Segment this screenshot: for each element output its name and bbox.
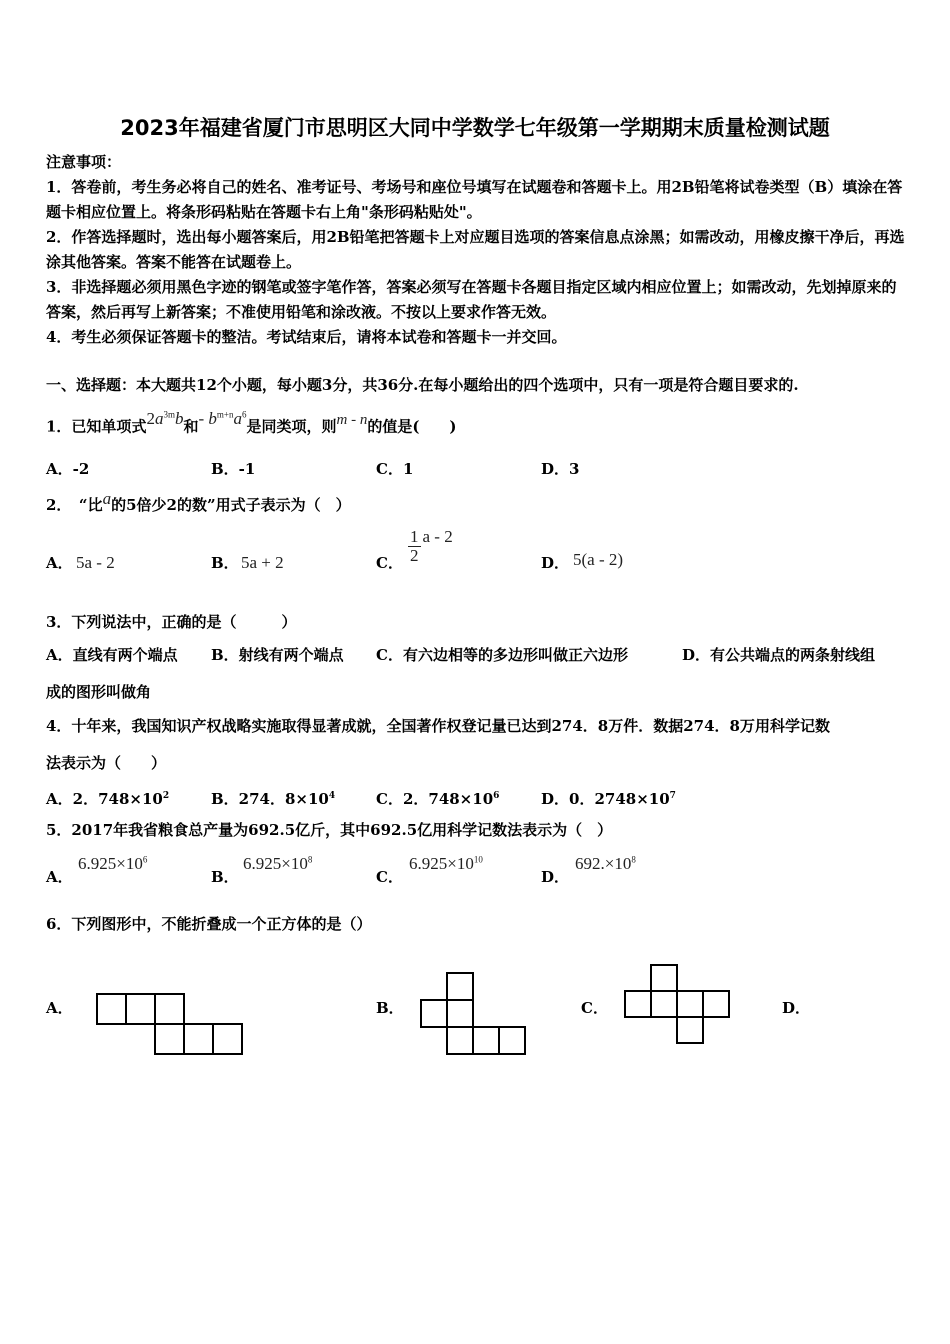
q2-prefix: 2． “比 (46, 496, 103, 514)
q3-option-d: D．有公共端点的两条射线组 (682, 646, 876, 664)
q2-label-b: B． (211, 554, 239, 572)
q4-option-c (376, 784, 499, 812)
net-a-square (184, 1024, 213, 1054)
net-c-square (703, 991, 729, 1017)
net-b-square (499, 1027, 525, 1054)
q5-option-b-base: 6.925×10 (243, 854, 308, 873)
q5-option-a (78, 854, 147, 874)
notice-block (46, 150, 906, 350)
q1-term1 (146, 409, 183, 428)
question-3-stem: 3．下列说法中，正确的是（ ） (46, 613, 297, 631)
q5-option-a-base: 6.925×10 (78, 854, 143, 873)
q4-option-b-exp: 4 (328, 791, 336, 801)
net-c-square (651, 991, 677, 1017)
q1-term2-b: b (208, 408, 217, 428)
net-b-square (447, 1027, 473, 1054)
q4-option-a-exp: 2 (162, 791, 170, 801)
q1-option-c: C．1 (376, 460, 414, 478)
q2-option-c-rest: a - 2 (422, 526, 453, 546)
q4-option-c-text: C．2．748×10 (376, 790, 494, 808)
q1-mid: 和 (183, 417, 199, 436)
q6-net-a (95, 992, 247, 1056)
q2-option-d: 5(a - 2) (573, 550, 624, 569)
q4-option-a (46, 784, 169, 812)
net-b-square (447, 1000, 473, 1027)
q1-term1-b: b (174, 408, 184, 428)
q6-label-a: A． (46, 999, 73, 1017)
net-a-square (213, 1024, 242, 1054)
net-c-square (651, 965, 677, 991)
q1-term1-a: a (154, 408, 164, 428)
q4-continuation: 法表示为（ ） (46, 754, 167, 772)
q6-label-b: B． (376, 999, 404, 1017)
q5-option-c (409, 854, 483, 874)
section-heading: 一、选择题：本大题共12个小题，每小题3分，共36分.在每小题给出的四个选项中，只有一项是符合题目要求的. (46, 376, 799, 394)
q6-net-b (419, 971, 531, 1057)
net-c-square (677, 991, 703, 1017)
question-2-stem (46, 489, 351, 518)
q5-option-d-exp: 8 (631, 854, 636, 865)
q3-continuation: 成的图形叫做角 (46, 683, 152, 701)
q3-option-b: B．射线有两个端点 (211, 646, 344, 664)
question-5-stem: 5．2017年我省粮食总产量为692.5亿斤，其中692.5亿用科学记数法表示为（ ） (46, 821, 613, 839)
q2-option-c-den: 2 (410, 546, 419, 565)
q2-suffix: 的5倍少2的数”用式子表示为（ ） (111, 496, 351, 514)
q2-option-a: 5a - 2 (76, 553, 115, 572)
q1-term2 (198, 409, 246, 428)
q1-term2-a: a (233, 408, 242, 428)
notice-heading: 注意事项： (46, 153, 122, 171)
net-a-square (97, 994, 126, 1024)
q4-option-d-exp: 7 (669, 791, 676, 801)
q5-option-a-exp: 6 (142, 854, 148, 865)
q1-option-d: D．3 (541, 460, 580, 478)
q5-option-c-base: 6.925×10 (409, 854, 474, 873)
q6-label-d: D． (782, 999, 811, 1017)
net-b-square (473, 1027, 499, 1054)
page-title: 2023年福建省厦门市思明区大同中学数学七年级第一学期期末质量检测试题 (120, 116, 830, 140)
q2-var: a (102, 489, 112, 508)
net-a-square (126, 994, 155, 1024)
q5-label-c: C． (376, 868, 403, 886)
q2-option-c-fraction (408, 528, 421, 565)
net-b-square (447, 973, 473, 1000)
q6-net-c (623, 963, 735, 1047)
question-4-stem: 4．十年来，我国知识产权战略实施取得显著成就，全国著作权登记量已达到274．8万件．数据274．8万用科学记数 (46, 717, 830, 735)
q5-label-d: D． (541, 868, 570, 886)
q4-option-b (211, 784, 335, 812)
q1-term2-sign: - (198, 408, 209, 428)
question-1-stem (46, 410, 457, 441)
q1-expr: m - n (336, 411, 368, 428)
net-a-square (155, 994, 184, 1024)
q4-option-c-exp: 6 (493, 791, 500, 801)
q1-term1-coef: 2 (146, 408, 155, 428)
q1-term2-aexp: 6 (241, 409, 247, 419)
q2-label-a: A． (46, 554, 73, 572)
net-c-square (625, 991, 651, 1017)
q1-term2-exp: m+n (216, 409, 234, 419)
q3-option-c: C．有六边相等的多边形叫做正六边形 (376, 646, 628, 664)
q5-option-b (243, 854, 312, 874)
q2-label-c: C． (376, 554, 403, 572)
notice-item: 1．答卷前，考生务必将自己的姓名、准考证号、考场号和座位号填写在试题卷和答题卡上。用2B铅笔将试卷类型（B）填涂在答题卡相应位置上。将条形码粘贴在答题卡右上角"条形码粘贴处"。 (46, 178, 903, 221)
q1-option-a: A．-2 (46, 460, 90, 478)
notice-item: 2．作答选择题时，选出每小题答案后，用2B铅笔把答题卡上对应题目选项的答案信息点涂黑；如需改动，用橡皮擦干净后，再选涂其他答案。答案不能答在试题卷上。 (46, 228, 905, 271)
question-6-stem: 6．下列图形中，不能折叠成一个正方体的是（） (46, 915, 372, 933)
q4-option-a-text: A．2．748×10 (46, 790, 163, 808)
q1-term1-exp: 3m (163, 409, 175, 419)
q4-option-b-text: B．274．8×10 (211, 790, 329, 808)
q5-option-d (575, 854, 636, 874)
q5-option-c-exp: 10 (473, 854, 483, 865)
q1-prefix: 1．已知单项式 (46, 417, 147, 436)
q2-option-c (408, 528, 453, 565)
q5-label-a: A． (46, 868, 73, 886)
q2-label-d: D． (541, 554, 570, 572)
q1-mid2: 是同类项，则 (246, 417, 337, 436)
q5-option-d-base: 692.×10 (575, 854, 632, 873)
q6-label-c: C． (581, 999, 608, 1017)
q1-suffix: 的值是( ) (367, 417, 457, 436)
q2-option-c-num: 1 (410, 527, 419, 546)
q3-option-a: A．直线有两个端点 (46, 646, 178, 664)
notice-item: 4．考生必须保证答题卡的整洁。考试结束后，请将本试卷和答题卡一并交回。 (46, 328, 567, 346)
q4-option-d (541, 784, 676, 812)
q5-label-b: B． (211, 868, 239, 886)
q2-option-b: 5a + 2 (241, 553, 284, 572)
net-a-square (155, 1024, 184, 1054)
net-c-square (677, 1017, 703, 1043)
q5-option-b-exp: 8 (307, 854, 313, 865)
net-b-square (421, 1000, 447, 1027)
notice-item: 3．非选择题必须用黑色字迹的钢笔或签字笔作答，答案必须写在答题卡各题目指定区域内相应位置上；如需改动，先划掉原来的答案，然后再写上新答案；不准使用铅笔和涂改液。不按以上要求作答无效。 (46, 278, 897, 321)
q4-option-d-text: D．0．2748×10 (541, 790, 670, 808)
q1-option-b: B．-1 (211, 460, 256, 478)
